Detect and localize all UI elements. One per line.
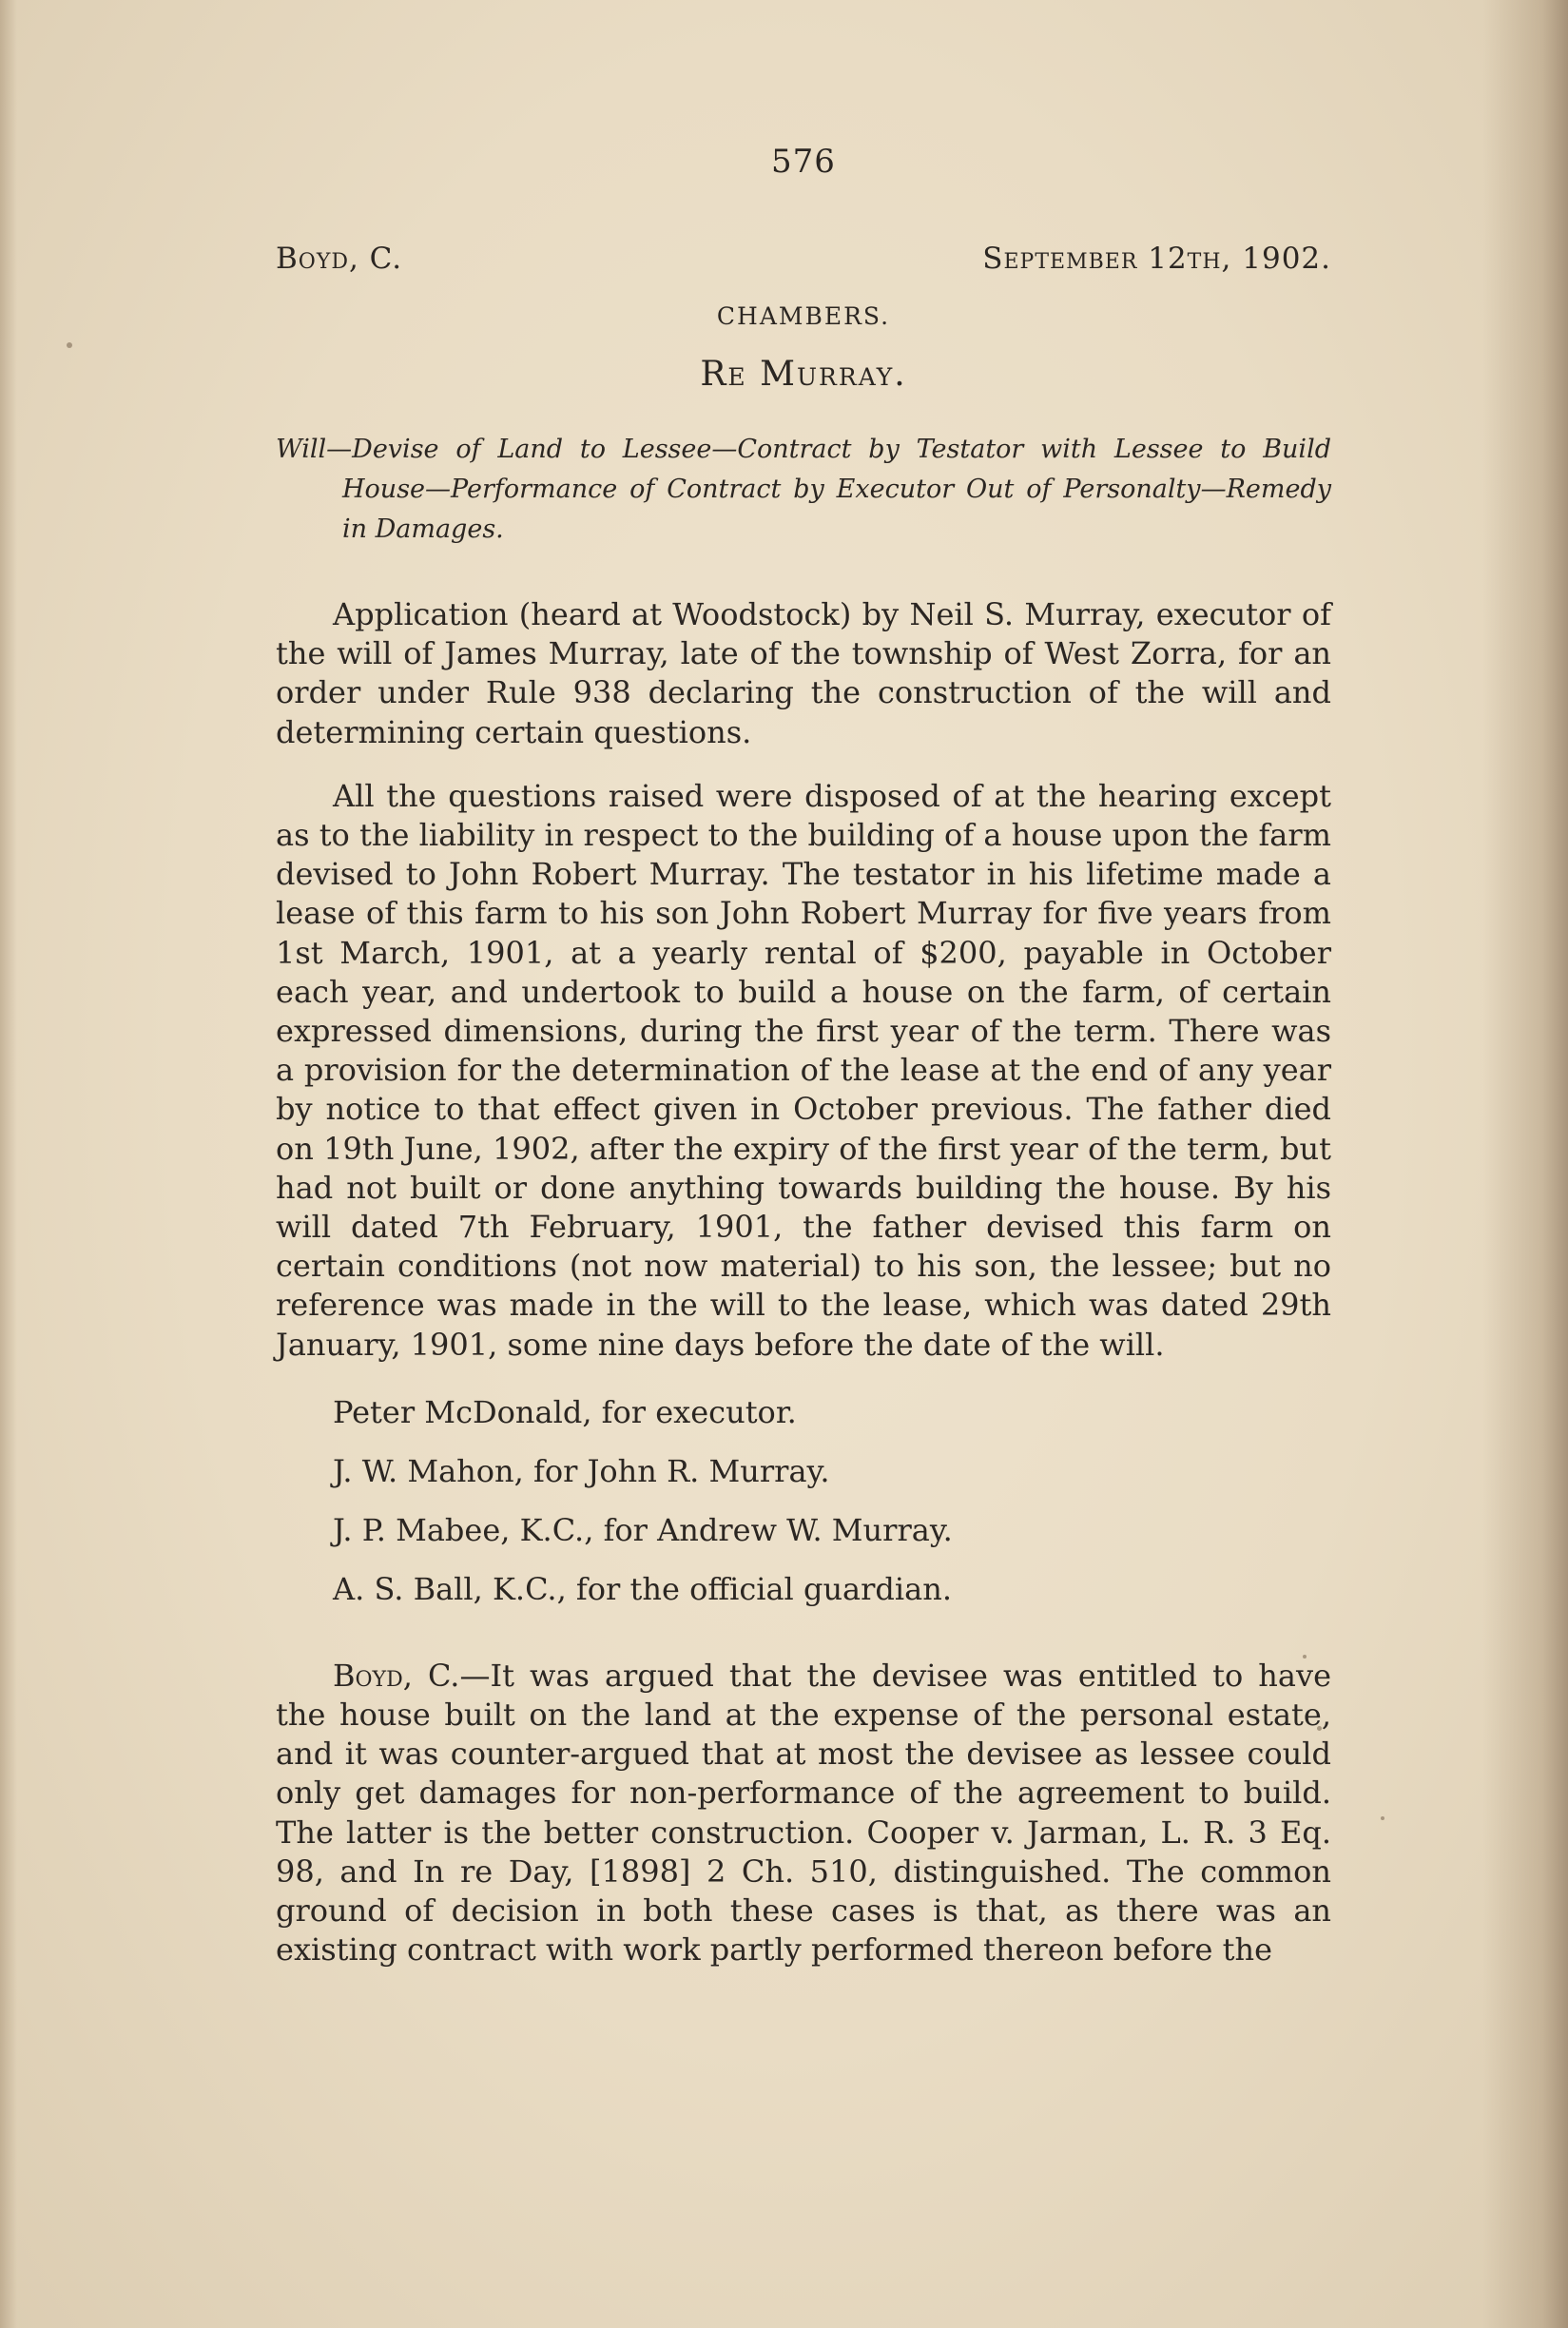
headnote: Will—Devise of Land to Lessee—Contract by Testator with Lessee to Build House—Performance of Contract by Executor Out of Personalty—Remedy in Damages. bbox=[276, 435, 1331, 544]
counsel-line: J. P. Mabee, K.C., for Andrew W. Murray. bbox=[333, 1511, 953, 1548]
paper-speck bbox=[67, 342, 72, 348]
judgment-judge: Boyd, C. bbox=[333, 1657, 460, 1694]
header-date: September 12th, 1902. bbox=[982, 242, 1331, 276]
paragraph-judgment bbox=[276, 1657, 1331, 1970]
page-left-edge-shadow bbox=[0, 0, 17, 2328]
case-title: Re Murray. bbox=[700, 355, 907, 394]
page-gutter-shadow bbox=[1482, 0, 1568, 2328]
paragraph-facts: All the questions raised were disposed of at the hearing except as to the liability in respect to the building of a house upon the farm devised to John Robert Murray. The testator in his lifetime made a lease of this farm to his son John Robert Murray for five years from 1st March, 1901, at a yearly rental of $200, payable in October each year, and undertook to build a house on the farm, of certain expressed dimensions, during the first year of the term. There was a provision for the determination of the lease at the end of any year by notice to that effect given in October previous. The father died on 19th June, 1902, after the expiry of the first year of the term, but had not built or done anything towards building the house. By his will dated 7th February, 1901, the father devised this farm on certain conditions (not now material) to his son, the lessee; but no reference was made in the will to the lease, which was dated 29th January, 1901, some nine days before the date of the will. bbox=[276, 777, 1331, 1363]
paper-speck bbox=[1381, 1816, 1384, 1820]
counsel-line: J. W. Mahon, for John R. Murray. bbox=[333, 1452, 830, 1489]
paragraph-application: Application (heard at Woodstock) by Neil S. Murray, executor of the will of James Murray, late of the township of West Zorra, for an order under Rule 938 declaring the construction of the will and determining certain questions. bbox=[276, 596, 1331, 750]
court-name: CHAMBERS. bbox=[716, 302, 891, 330]
page-number: 576 bbox=[771, 143, 836, 181]
judgment-text: —It was argued that the devisee was entitled to have the house built on the land at the expense of the personal estate, and it was counter-argued that at most the devisee as lessee could only get damages for non-performance of the agreement to build. The latter is the better construction. Cooper v. Jarman, L. R. 3 Eq. 98, and In re Day, [1898] 2 Ch. 510, distinguished. The common ground of decision in both these cases is that, as there was an existing contract with work partly performed thereon before the bbox=[276, 1657, 1332, 1969]
page-text bbox=[276, 143, 1331, 1969]
counsel-line: A. S. Ball, K.C., for the official guardian. bbox=[333, 1570, 952, 1607]
running-header bbox=[276, 242, 1331, 276]
header-judge: Boyd, C. bbox=[276, 242, 403, 276]
counsel-line: Peter McDonald, for executor. bbox=[333, 1393, 797, 1430]
